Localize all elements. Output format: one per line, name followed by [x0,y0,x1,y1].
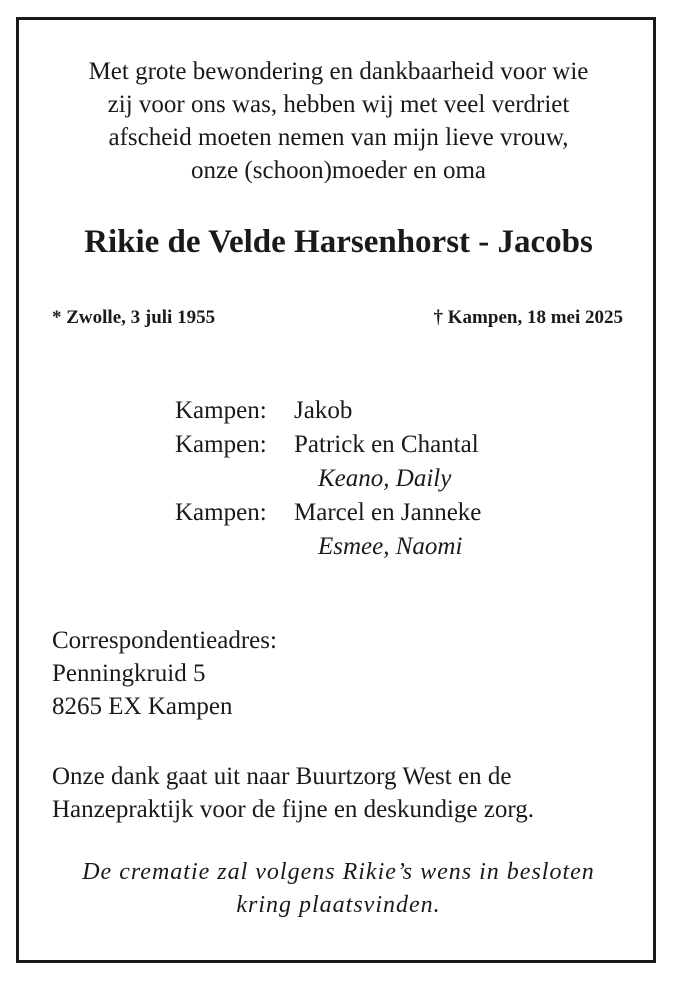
family-row [175,428,481,462]
closing-line: De crematie zal volgens Rikie’s wens in besloten [82,859,595,885]
family-row [175,394,481,428]
thanks-line: Onze dank gaat uit naar Buurtzorg West en de [52,763,512,790]
family-place: Kampen: [175,397,267,424]
intro-line: Met grote bewondering en dankbaarheid voor wie [88,58,589,85]
death-date: † Kampen, 18 mei 2025 [433,307,623,328]
family-grandchildren: Esmee, Naomi [318,533,463,560]
intro-line: onze (schoon)moeder en oma [190,157,487,184]
correspondence-address [52,624,277,723]
intro-line: zij voor ons was, hebben wij met veel verdriet [107,91,570,118]
intro-text [0,55,677,187]
family-place: Kampen: [175,499,267,526]
thanks-line: Hanzepraktijk voor de fijne en deskundige zorg. [52,796,535,823]
family-place: Kampen: [175,431,267,458]
deceased-name: Rikie de Velde Harsenhorst - Jacobs [84,224,593,260]
family-names: Marcel en Janneke [294,499,482,526]
closing-line: kring plaatsvinden. [236,892,441,918]
family-grandchildren: Keano, Daily [318,465,452,492]
family-list [175,394,481,564]
family-row [175,496,481,530]
family-names: Patrick en Chantal [294,431,479,458]
cremation-notice [0,856,677,922]
family-names: Jakob [294,397,353,424]
address-city: 8265 EX Kampen [52,693,233,720]
address-label: Correspondentieadres: [52,627,277,654]
thanks-text [52,760,534,826]
birth-date: * Zwolle, 3 juli 1955 [52,307,216,328]
intro-line: afscheid moeten nemen van mijn lieve vrouw, [108,124,569,151]
address-street: Penningkruid 5 [52,660,206,687]
